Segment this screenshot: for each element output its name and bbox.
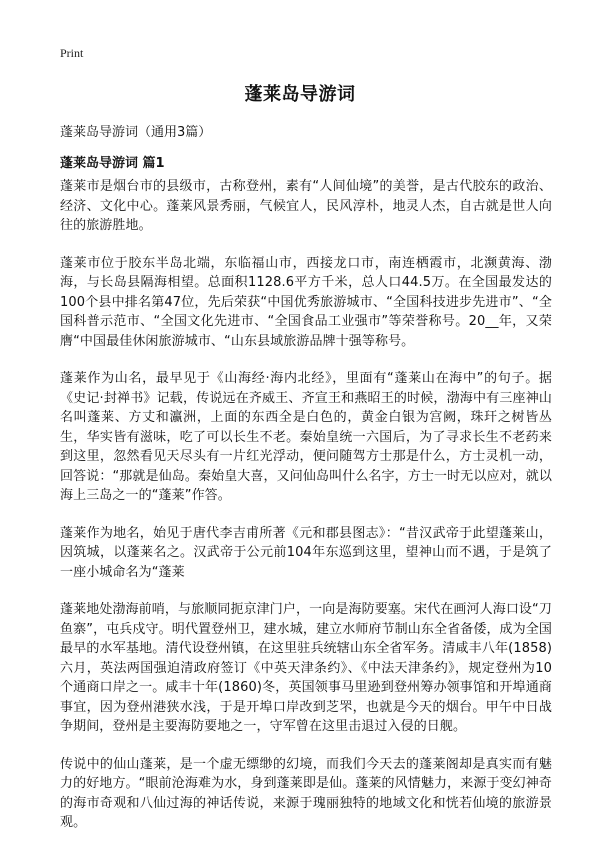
paragraph: 蓬莱作为地名，始见于唐代李吉甫所著《元和郡县图志》：“昔汉武帝于此望蓬莱山，因筑城，以蓬莱名之。汉武帝于公元前104年东巡到这里，望神山而不遇，于是筑了一座小城命名为“蓬莱 — [60, 525, 552, 580]
paragraph: 蓬莱地处渤海前哨，与旅顺同扼京津门户，一向是海防要塞。宋代在画河人海口设“刀鱼寨”，屯兵戍守。明代置登州卫，建水城，建立水师府节制山东全省备倭，成为全国最早的水军基地。清代设登州镇，在这里驻兵统辖山东全省军务。清咸丰八年(1858)六月，英法两国强迫清政府签订《中英天津条约》、《中法天津条约》，规定登州为10个通商口岸之一。咸丰十年(1860)冬，英国领事马里逊到登州筹办领事馆和开埠通商事宜，因为登州港狭水浅，于是开埠口岸改到芝罘，也就是今天的烟台。甲午中日战争期间，登州是主要海防要地之一，守军曾在这里击退过入侵的日舰。 — [60, 602, 552, 734]
paragraph: 蓬莱作为山名，最早见于《山海经·海内北经》，里面有“蓬莱山在海中”的句子。据《史记·封禅书》记载，传说远在齐威王、齐宣王和燕昭王的时候，渤海中有三座神山名叫蓬莱、方丈和瀛洲，上面的东西全是白色的，黄金白银为宫阙，珠玕之树皆丛生，华实皆有滋味，吃了可以长生不老。秦始皇统一六国后，为了寻求长生不老药来到这里，忽然看见天尽头有一片红光浮动，便问随驾方士那是什么，方士灵机一动，回答说：“那就是仙岛。秦始皇大喜，又问仙岛叫什么名字，方士一时无以应对，就以海上三岛之一的“蓬莱”作答。 — [60, 371, 552, 503]
paragraph: 蓬莱市位于胶东半岛北端，东临福山市，西接龙口市，南连栖霞市，北濒黄海、渤海，与长岛县隔海相望。总面积1128.6平方千米，总人口44.5万。在全国最发达的100个县中排名第47位，先后荣获“中国优秀旅游城市、“全国科技进步先进市”、“全国科普示范市、“全国文化先进市、“全国食品工业强市”等荣誉称号。20__年，又荣膺“中国最佳休闲旅游城市、“山东县域旅游品牌十强等称号。 — [60, 255, 552, 349]
paragraph: 传说中的仙山蓬莱，是一个虚无缥缈的幻境，而我们今天去的蓬莱阁却是真实而有魅力的好地方。“眼前沧海难为水，身到蓬莱即是仙。蓬莱的风情魅力，来源于变幻神奇的海市奇观和八仙过海的神话传说，来源于瑰丽独特的地域文化和恍若仙境的旅游景观。 — [60, 756, 552, 830]
article-body — [60, 177, 552, 851]
print-link[interactable]: Print — [60, 46, 84, 60]
section-heading: 蓬莱岛导游词 篇1 — [60, 156, 165, 171]
document-subtitle: 蓬莱岛导游词（通用3篇） — [60, 125, 212, 140]
page-title: 蓬莱岛导游词 — [244, 84, 356, 105]
paragraph: 蓬莱市是烟台市的县级市，古称登州，素有“人间仙境”的美誉，是古代胶东的政治、经济、文化中心。蓬莱风景秀丽，气候宜人，民风淳朴，地灵人杰，自古就是世人向往的旅游胜地。 — [60, 179, 552, 233]
